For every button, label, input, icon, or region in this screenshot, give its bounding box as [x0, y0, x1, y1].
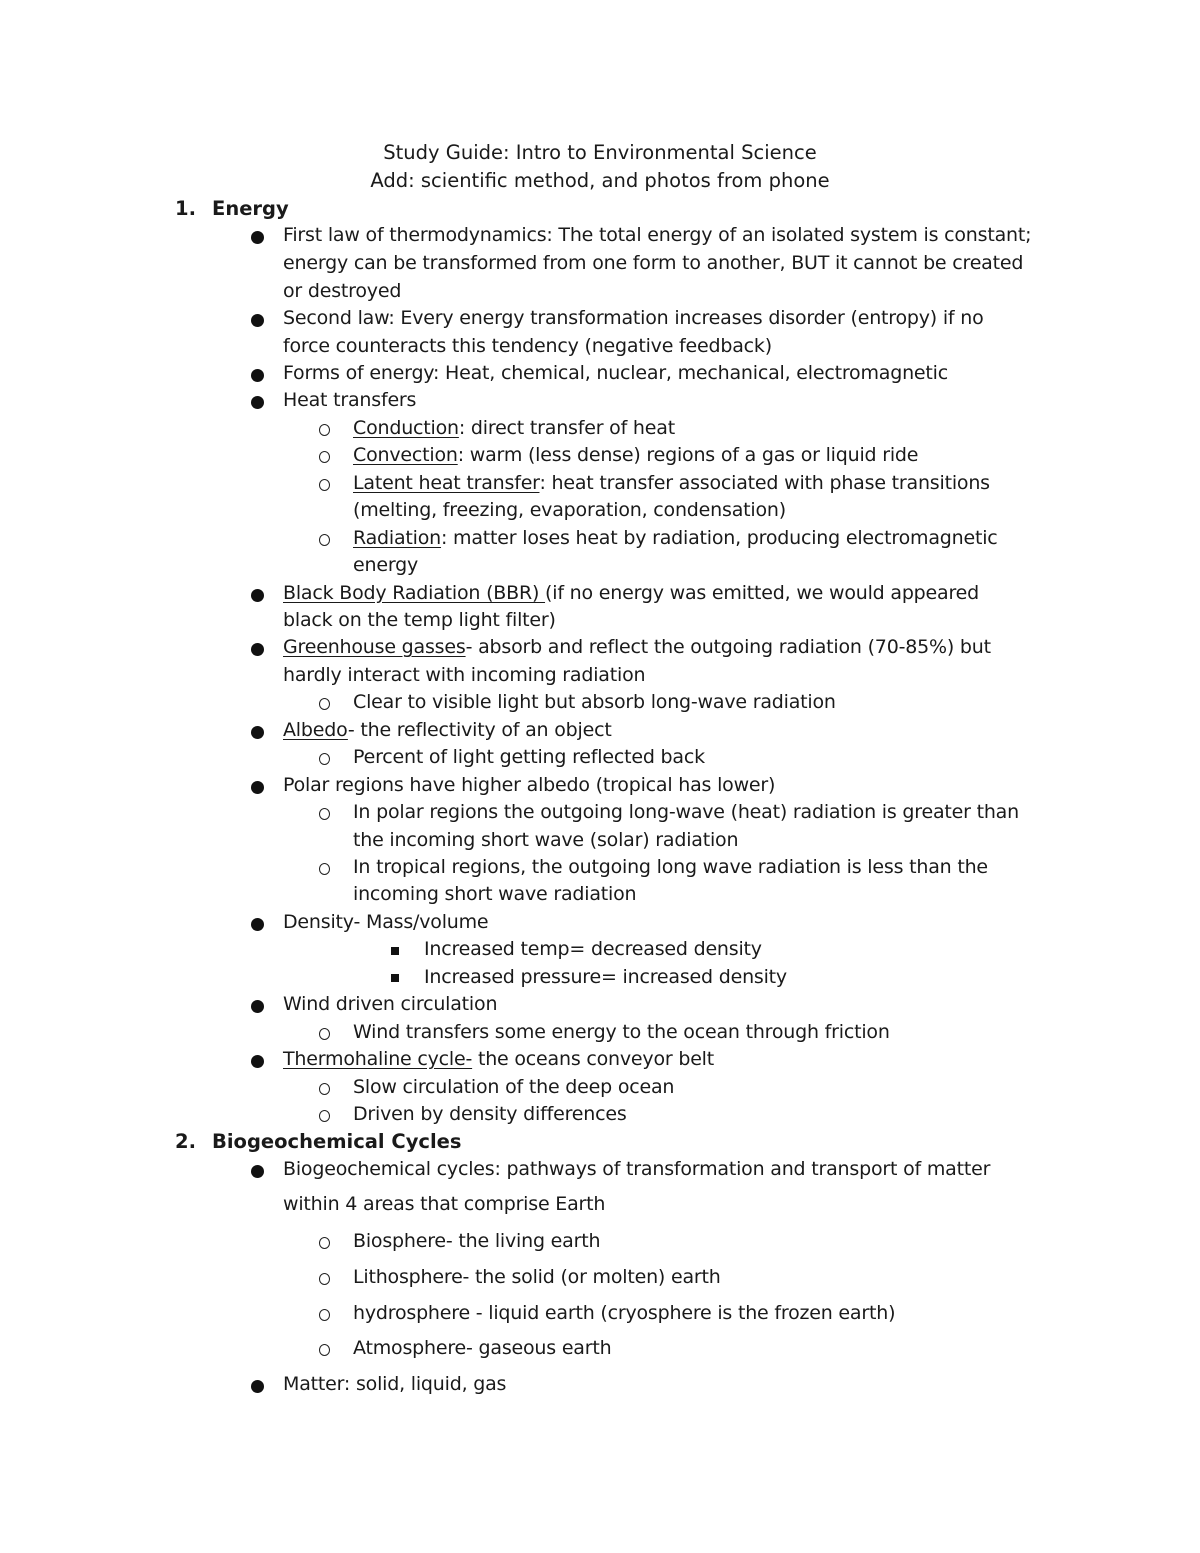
- bullet-icon: [251, 231, 264, 244]
- bbr-cont: black on the temp light filter): [283, 609, 556, 631]
- greenhouse-text: - absorb and reflect the outgoing radiation (70-85%) but: [465, 636, 991, 658]
- forms-of-energy: Forms of energy: Heat, chemical, nuclear, mechanical, electromagnetic: [283, 362, 948, 384]
- hollow-bullet-icon: [319, 1028, 330, 1040]
- hollow-bullet-icon: [319, 534, 330, 546]
- section-number: 2.: [175, 1130, 196, 1153]
- hollow-bullet-icon: [319, 863, 330, 875]
- bullet-icon: [251, 396, 264, 409]
- bullet-icon: [251, 726, 264, 739]
- radiation-term: Radiation: [353, 527, 442, 549]
- tropical-sub-line: incoming short wave radiation: [353, 883, 637, 905]
- hollow-bullet-icon: [319, 1344, 330, 1356]
- hollow-bullet-icon: [319, 698, 330, 710]
- conduction-item: [353, 417, 675, 439]
- greenhouse-item: [283, 636, 991, 658]
- hollow-bullet-icon: [319, 808, 330, 820]
- density-item: Density- Mass/volume: [283, 911, 489, 933]
- latent-heat-text: : heat transfer associated with phase transitions: [539, 472, 990, 494]
- bullet-icon: [251, 314, 264, 327]
- bullet-icon: [251, 918, 264, 931]
- cycles-line: within 4 areas that comprise Earth: [283, 1193, 606, 1215]
- radiation-item: [353, 527, 998, 549]
- conduction-term: Conduction: [353, 417, 459, 439]
- hollow-bullet-icon: [319, 479, 330, 491]
- bullet-icon: [251, 369, 264, 382]
- matter-item: Matter: solid, liquid, gas: [283, 1373, 507, 1395]
- albedo-item: [283, 719, 612, 741]
- latent-heat-term: Latent heat transfer: [353, 472, 540, 494]
- thermohaline-term: Thermohaline cycle-: [283, 1048, 473, 1070]
- sphere-item: hydrosphere - liquid earth (cryosphere is the frozen earth): [353, 1302, 896, 1324]
- document-subtitle: Add: scientific method, and photos from phone: [370, 169, 830, 192]
- conduction-text: : direct transfer of heat: [458, 417, 675, 439]
- hollow-bullet-icon: [319, 451, 330, 463]
- bbr-text: (if no energy was emitted, we would appeared: [545, 582, 980, 604]
- thermohaline-item: [283, 1048, 714, 1070]
- latent-heat-item: [353, 472, 990, 494]
- second-law-line: Second law: Every energy transformation increases disorder (entropy) if no: [283, 307, 984, 329]
- document-title: Study Guide: Intro to Environmental Science: [383, 141, 817, 164]
- albedo-text: - the reflectivity of an object: [347, 719, 612, 741]
- albedo-sub: Percent of light getting reflected back: [353, 746, 705, 768]
- albedo-term: Albedo: [283, 719, 348, 741]
- radiation-cont: energy: [353, 554, 419, 576]
- square-bullet-icon: [391, 974, 399, 982]
- hollow-bullet-icon: [319, 1083, 330, 1095]
- polar-item: Polar regions have higher albedo (tropical has lower): [283, 774, 776, 796]
- bullet-icon: [251, 643, 264, 656]
- sphere-item: Lithosphere- the solid (or molten) earth: [353, 1266, 721, 1288]
- thermohaline-sub: Slow circulation of the deep ocean: [353, 1076, 675, 1098]
- greenhouse-cont: hardly interact with incoming radiation: [283, 664, 646, 686]
- second-law-line: force counteracts this tendency (negative feedback): [283, 335, 772, 357]
- latent-heat-cont: (melting, freezing, evaporation, condensation): [353, 499, 786, 521]
- hollow-bullet-icon: [319, 1273, 330, 1285]
- convection-term: Convection: [353, 444, 458, 466]
- first-law-line: First law of thermodynamics: The total energy of an isolated system is constant;: [283, 224, 1032, 246]
- density-sub: Increased pressure= increased density: [424, 966, 787, 988]
- first-law-line: or destroyed: [283, 280, 402, 302]
- bullet-icon: [251, 1380, 264, 1393]
- bbr-item: [283, 582, 979, 604]
- bullet-icon: [251, 1165, 264, 1178]
- section-number: 1.: [175, 197, 196, 220]
- cycles-line: Biogeochemical cycles: pathways of transformation and transport of matter: [283, 1158, 991, 1180]
- bullet-icon: [251, 781, 264, 794]
- greenhouse-term: Greenhouse gasses: [283, 636, 466, 658]
- bullet-icon: [251, 1000, 264, 1013]
- sphere-item: Atmosphere- gaseous earth: [353, 1337, 612, 1359]
- section-heading-biogeochemical: Biogeochemical Cycles: [212, 1130, 462, 1153]
- thermohaline-sub: Driven by density differences: [353, 1103, 627, 1125]
- bullet-icon: [251, 1055, 264, 1068]
- greenhouse-sub: Clear to visible light but absorb long-wave radiation: [353, 691, 836, 713]
- hollow-bullet-icon: [319, 1110, 330, 1122]
- wind-sub: Wind transfers some energy to the ocean through friction: [353, 1021, 890, 1043]
- bullet-icon: [251, 589, 264, 602]
- sphere-item: Biosphere- the living earth: [353, 1230, 601, 1252]
- hollow-bullet-icon: [319, 753, 330, 765]
- first-law-line: energy can be transformed from one form to another, BUT it cannot be created: [283, 252, 1024, 274]
- polar-sub-line: In polar regions the outgoing long-wave (heat) radiation is greater than: [353, 801, 1019, 823]
- hollow-bullet-icon: [319, 1237, 330, 1249]
- polar-sub-line: the incoming short wave (solar) radiation: [353, 829, 739, 851]
- convection-item: [353, 444, 918, 466]
- square-bullet-icon: [391, 947, 399, 955]
- bbr-term: Black Body Radiation (BBR): [283, 582, 546, 604]
- heat-transfers: Heat transfers: [283, 389, 417, 411]
- convection-text: : warm (less dense) regions of a gas or liquid ride: [457, 444, 919, 466]
- tropical-sub-line: In tropical regions, the outgoing long wave radiation is less than the: [353, 856, 988, 878]
- wind-item: Wind driven circulation: [283, 993, 498, 1015]
- hollow-bullet-icon: [319, 1309, 330, 1321]
- density-sub: Increased temp= decreased density: [424, 938, 762, 960]
- hollow-bullet-icon: [319, 424, 330, 436]
- radiation-text: : matter loses heat by radiation, producing electromagnetic: [441, 527, 998, 549]
- thermohaline-text: the oceans conveyor belt: [472, 1048, 715, 1070]
- section-heading-energy: Energy: [212, 197, 289, 220]
